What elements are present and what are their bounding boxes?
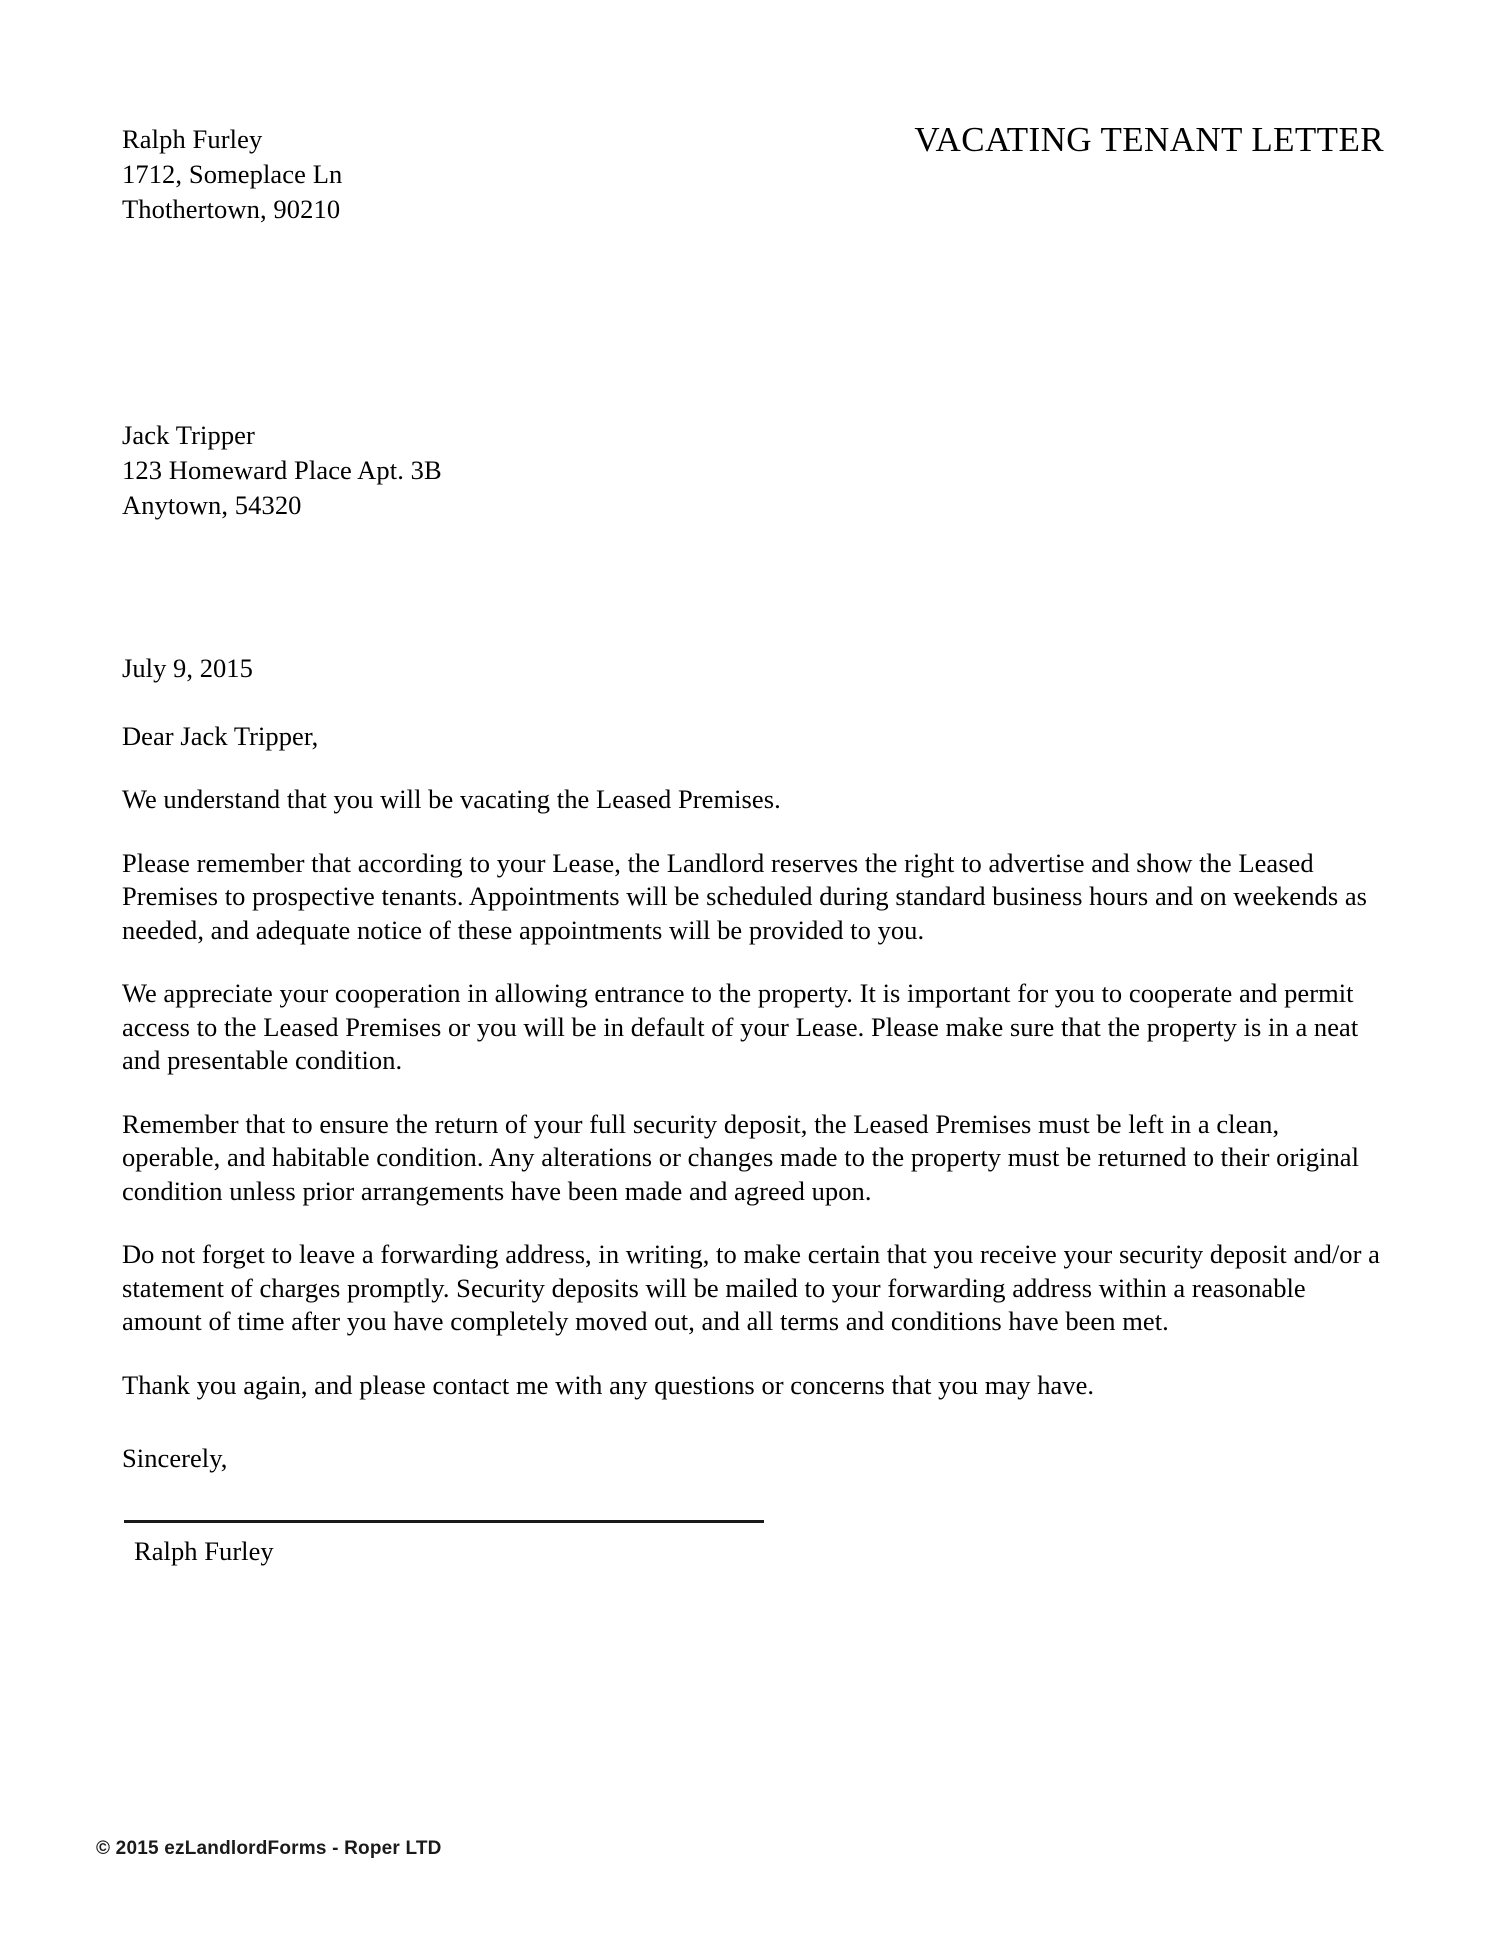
letter-header [0, 0, 1500, 240]
signature-line[interactable] [124, 1520, 764, 1523]
sender-city-zip: Thothertown, 90210 [122, 194, 341, 224]
sender-name: Ralph Furley [122, 124, 263, 154]
signature-area [122, 1520, 1382, 1569]
page-title: VACATING TENANT LETTER [914, 120, 1384, 159]
recipient-name: Jack Tripper [122, 420, 255, 450]
letter-paragraph: We understand that you will be vacating the Leased Premises. [122, 784, 781, 814]
letter-paragraph: Thank you again, and please contact me with any questions or concerns that you may have. [122, 1369, 1095, 1400]
sender-street: 1712, Someplace Ln [122, 159, 343, 189]
letter-paragraph: Do not forget to leave a forwarding address, in writing, to make certain that you receive your security deposit and/or a statement of charges promptly. Security deposits will be mailed to your forwarding address within a reasonable amount of time after you have completely moved out, and all terms and conditions have been met. [122, 1239, 1380, 1336]
letter-paragraph: Please remember that according to your Lease, the Landlord reserves the right to advertise and show the Leased Premises to prospective tenants. Appointments will be scheduled during standard business hours and on weekends as needed, and adequate notice of these appointments will be provided to you. [122, 847, 1368, 945]
letter-paragraph: Remember that to ensure the return of your full security deposit, the Leased Premises must be left in a clean, operable, and habitable condition. Any alterations or changes made to the property must be returned to their original condition unless prior arrangements have been made and agreed upon. [122, 1108, 1359, 1206]
recipient-city-zip: Anytown, 54320 [122, 490, 302, 520]
letter-date: July 9, 2015 [122, 653, 253, 683]
footer-copyright: © 2015 ezLandlordForms - Roper LTD [96, 1838, 442, 1859]
sender-address-block [122, 122, 342, 227]
letter-body [122, 652, 1382, 1568]
letter-salutation: Dear Jack Tripper, [122, 720, 319, 751]
letter-paragraph: We appreciate your cooperation in allowing entrance to the property. It is important for you to cooperate and permit access to the Leased Premises or you will be in default of your Lease. Please make sure that the property is in a neat and presentable condition. [122, 978, 1359, 1075]
signature-name: Ralph Furley [134, 1535, 274, 1566]
letter-closing: Sincerely, [122, 1443, 228, 1473]
recipient-street: 123 Homeward Place Apt. 3B [122, 455, 442, 485]
recipient-address-block [122, 418, 442, 523]
